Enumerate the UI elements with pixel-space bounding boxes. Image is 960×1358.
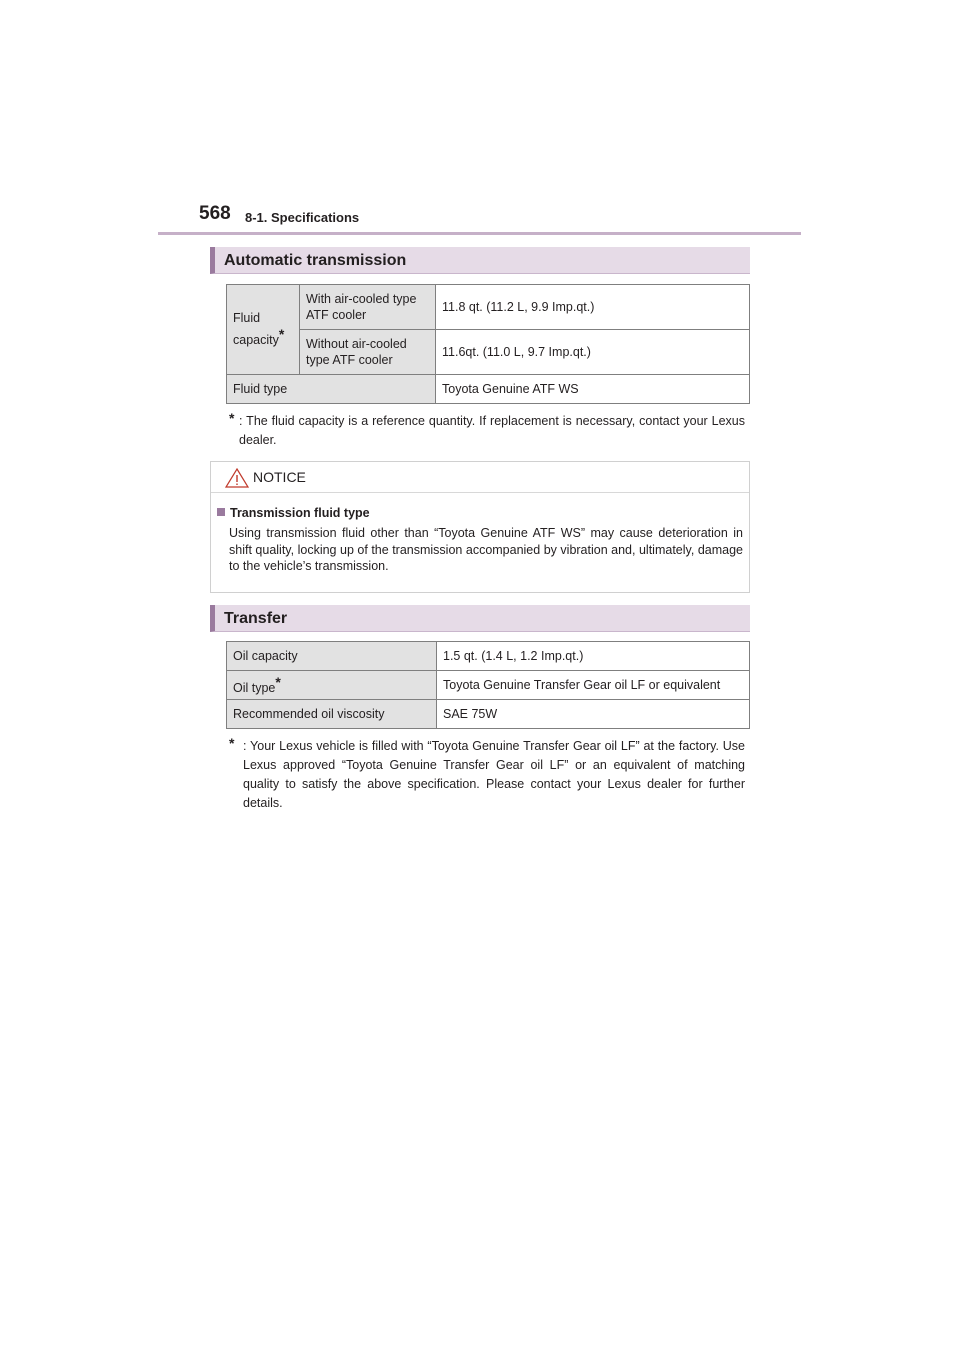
footnote-text: : The fluid capacity is a reference quantity. If replacement is necessary, contact your Lexus dealer. [239, 414, 745, 447]
label-cell [227, 642, 437, 671]
fluid-capacity-label-cell [227, 285, 300, 375]
automatic-transmission-heading [210, 247, 750, 274]
value-cell [437, 700, 750, 729]
footnote-mark: * [229, 410, 235, 426]
value-cell [436, 330, 750, 375]
fluid-type-label: Fluid type [233, 382, 288, 396]
value-cell [436, 285, 750, 330]
square-bullet-icon [217, 508, 225, 516]
fluid-capacity-label: Fluid capacity [233, 311, 279, 348]
oil-viscosity-value: SAE 75W [443, 707, 498, 721]
transfer-footnote [229, 737, 745, 813]
value-cell [437, 642, 750, 671]
footnote-mark: * [278, 326, 285, 343]
notice-title: NOTICE [253, 469, 306, 485]
footnote-mark: * [275, 674, 281, 691]
condition-label: With air-cooled type ATF cooler [306, 292, 417, 322]
automatic-transmission-table [226, 284, 750, 404]
table-row [227, 642, 750, 671]
oil-capacity-value: 1.5 qt. (1.4 L, 1.2 Imp.qt.) [443, 649, 584, 663]
notice-header [211, 462, 749, 493]
condition-cell [300, 330, 436, 375]
condition-label: Without air-cooled type ATF cooler [306, 337, 407, 367]
notice-heading: Transmission fluid type [230, 506, 370, 520]
value-cell [436, 375, 750, 404]
page-number: 568 [199, 203, 231, 224]
header-divider [158, 232, 801, 235]
oil-type-value: Toyota Genuine Transfer Gear oil LF or equivalent [443, 678, 721, 692]
notice-box [210, 461, 750, 593]
table-row [227, 375, 750, 404]
value-cell [437, 671, 750, 700]
automatic-transmission-footnote [229, 412, 745, 450]
fluid-capacity-value: 11.6qt. (11.0 L, 9.7 Imp.qt.) [442, 345, 591, 359]
footnote-mark: * [229, 735, 235, 751]
transfer-heading [210, 605, 750, 632]
label-cell [227, 671, 437, 700]
notice-heading-row [217, 506, 370, 520]
fluid-capacity-value: 11.8 qt. (11.2 L, 9.9 Imp.qt.) [442, 300, 595, 314]
transfer-table [226, 641, 750, 729]
footnote-text: : Your Lexus vehicle is filled with “Toyota Genuine Transfer Gear oil LF” at the factory. Use Lexus approved “Toyota Genuine Transfer Gear oil LF” or an equivalent of matching quality to satisfy the above specification. Please contact your Lexus dealer for further details. [243, 739, 745, 810]
oil-capacity-label: Oil capacity [233, 649, 298, 663]
oil-viscosity-label: Recommended oil viscosity [233, 707, 385, 721]
automatic-transmission-title: Automatic transmission [224, 252, 407, 269]
warning-triangle-icon [225, 468, 249, 488]
oil-type-label: Oil type [233, 681, 276, 696]
table-row [227, 700, 750, 729]
condition-cell [300, 285, 436, 330]
table-row [227, 671, 750, 700]
section-title: 8-1. Specifications [245, 210, 360, 225]
fluid-type-value: Toyota Genuine ATF WS [442, 382, 579, 396]
table-row [227, 285, 750, 330]
notice-body: Using transmission fluid other than “Toyota Genuine ATF WS” may cause deterioration in shift quality, locking up of the transmission accompanied by vibration and, ultimately, damage to the vehicle’s transmission. [229, 526, 743, 573]
label-cell [227, 700, 437, 729]
transfer-title: Transfer [224, 610, 288, 627]
table-row [227, 330, 750, 375]
fluid-type-label-cell [227, 375, 436, 404]
